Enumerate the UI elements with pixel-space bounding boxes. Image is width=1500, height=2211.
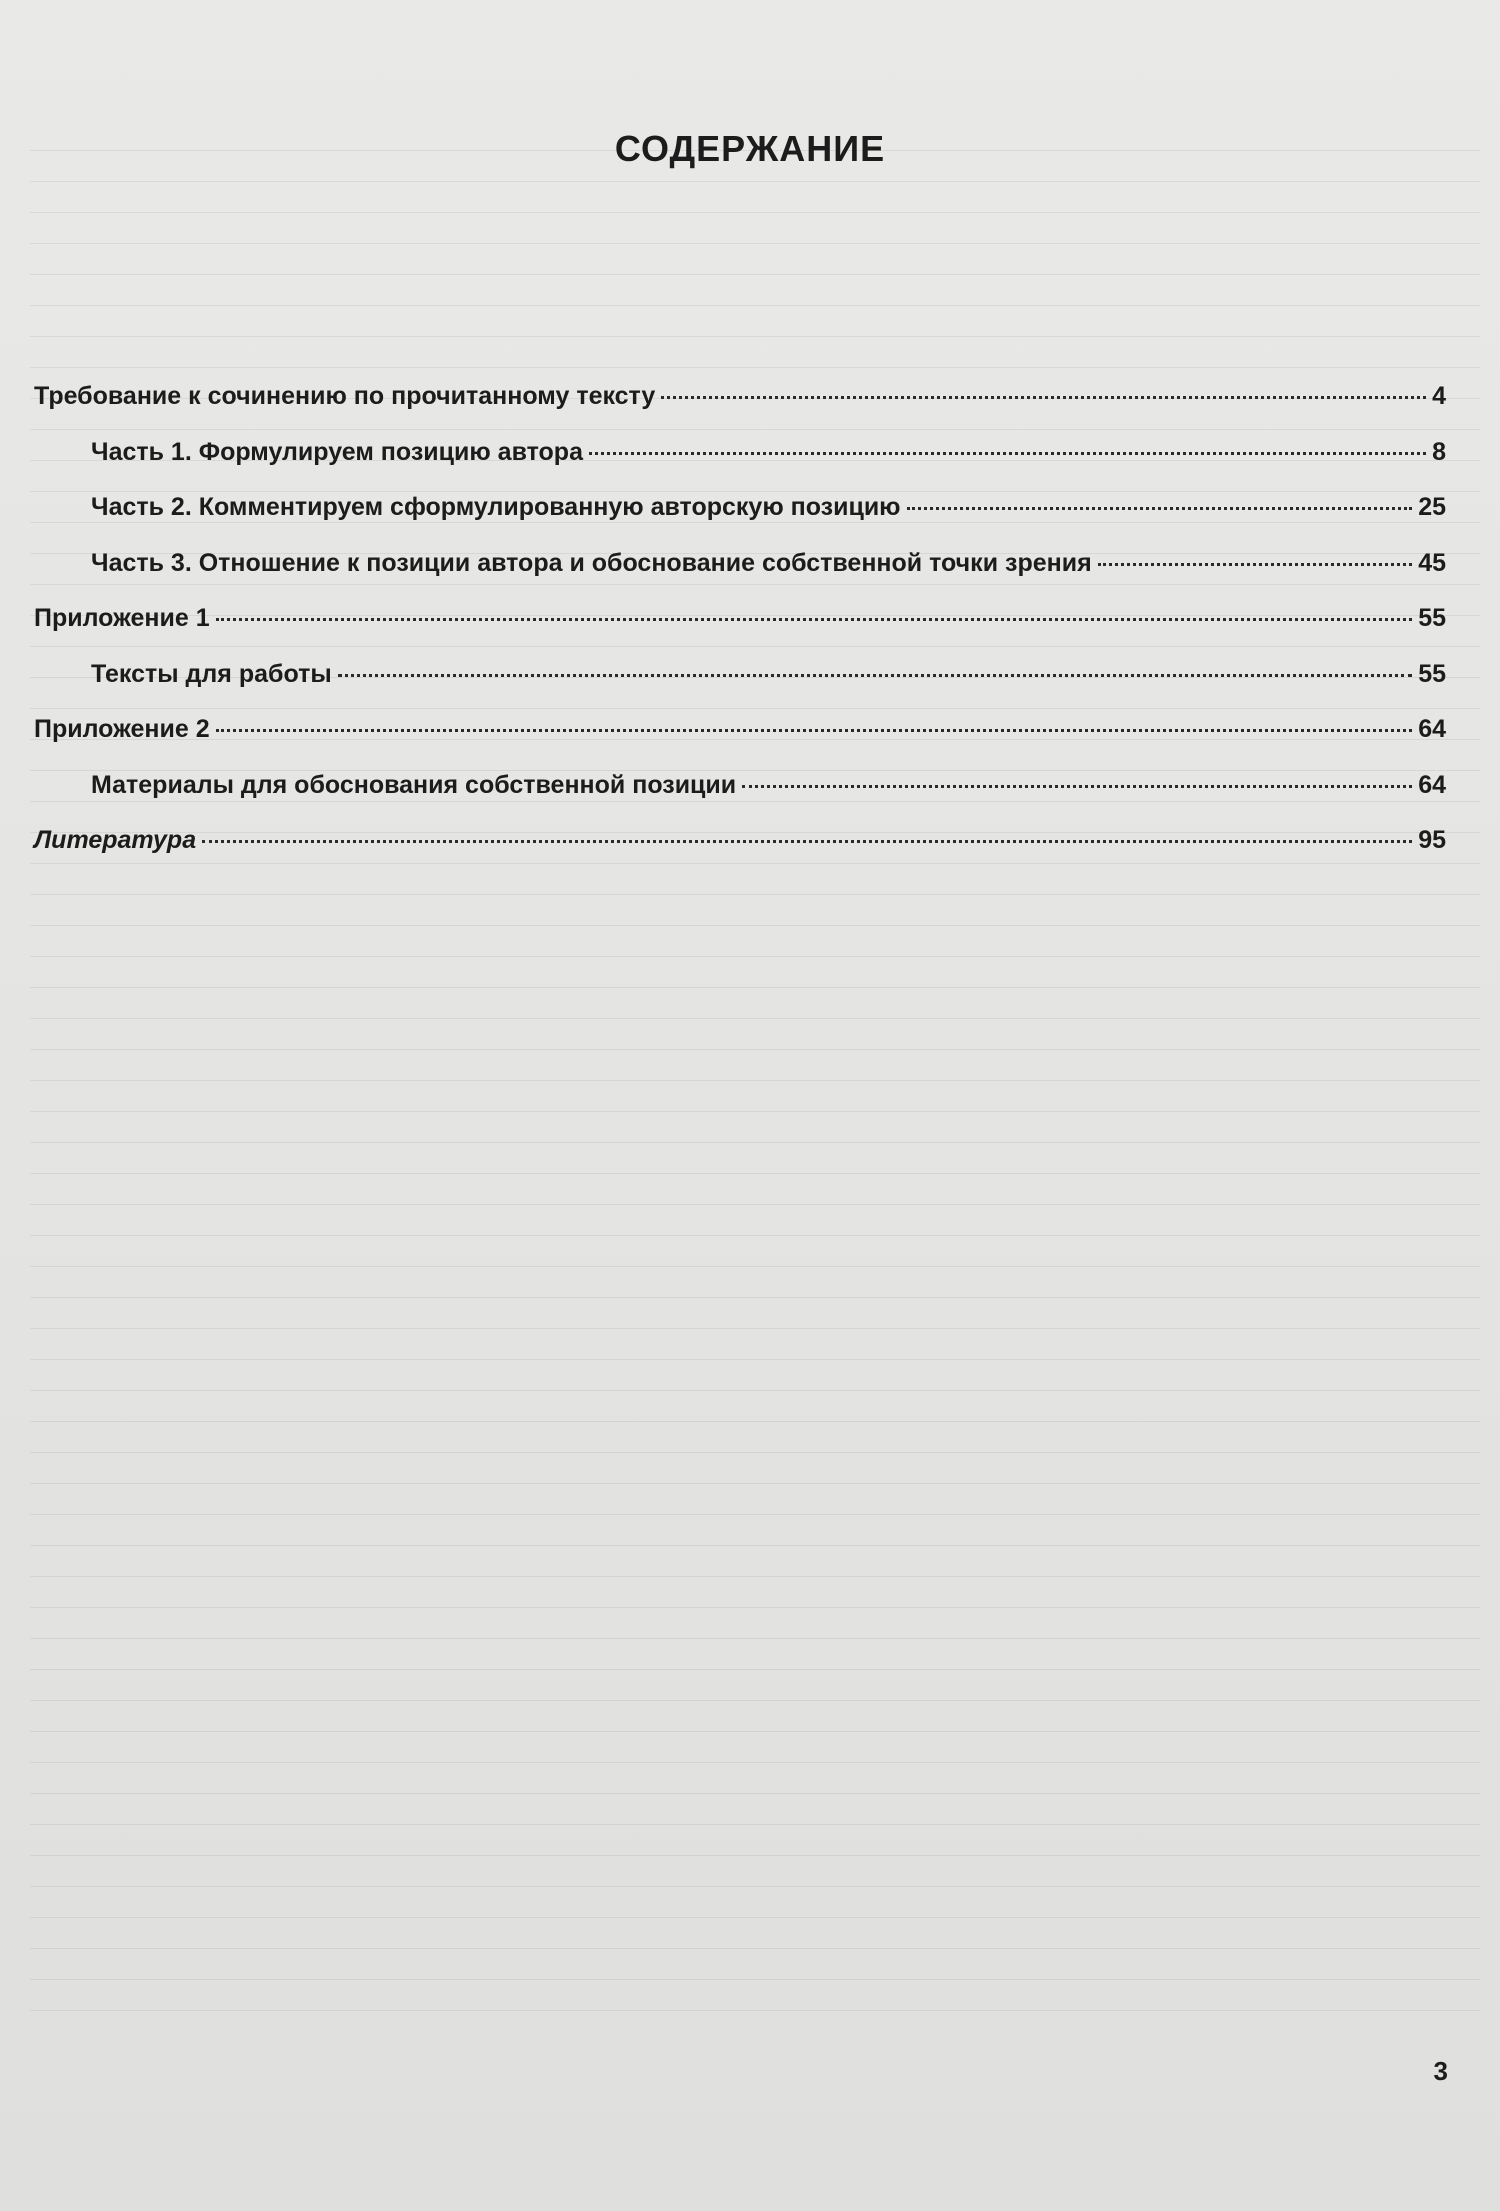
page-title: СОДЕРЖАНИЕ — [614, 128, 886, 169]
toc-entry[interactable] — [34, 493, 1446, 549]
toc-entry[interactable] — [34, 826, 1446, 882]
toc-entry-label: Литература — [34, 826, 197, 854]
toc-leader-dots — [338, 674, 1412, 677]
toc-leader-dots — [742, 785, 1412, 788]
toc-leader-dots — [216, 729, 1413, 732]
toc-entry[interactable] — [34, 715, 1446, 771]
toc-entry[interactable] — [34, 382, 1446, 438]
toc-leader-dots — [589, 452, 1426, 455]
toc-entry-page: 95 — [1418, 826, 1446, 854]
page-number: 3 — [1433, 2056, 1448, 2086]
toc-leader-dots — [202, 840, 1412, 843]
toc-entry-page: 55 — [1418, 659, 1446, 688]
table-of-contents — [34, 382, 1446, 882]
toc-entry-label: Часть 1. Формулируем позицию автора — [91, 437, 583, 466]
toc-entry-label: Часть 2. Комментируем сформулированную авторскую позицию — [91, 493, 901, 521]
toc-entry[interactable] — [34, 660, 1446, 716]
toc-entry-page: 55 — [1418, 604, 1446, 632]
toc-entry-label: Приложение 1 — [34, 604, 210, 632]
toc-entry-label: Требование к сочинению по прочитанному тексту — [34, 382, 656, 410]
toc-entry-label: Материалы для обоснования собственной позиции — [91, 770, 737, 799]
toc-leader-dots — [1098, 563, 1413, 566]
toc-entry-label: Тексты для работы — [91, 659, 332, 688]
toc-entry-page: 8 — [1432, 437, 1446, 466]
toc-leader-dots — [661, 396, 1426, 399]
toc-leader-dots — [216, 618, 1413, 621]
toc-entry-page: 45 — [1418, 548, 1446, 577]
toc-entry[interactable] — [34, 604, 1446, 660]
toc-entry-page: 4 — [1432, 382, 1446, 410]
toc-entry[interactable] — [34, 771, 1446, 827]
toc-leader-dots — [907, 507, 1413, 510]
toc-entry-page: 64 — [1418, 770, 1446, 799]
toc-entry-page: 64 — [1418, 715, 1446, 743]
toc-entry-page: 25 — [1418, 493, 1446, 521]
toc-entry-label: Приложение 2 — [34, 715, 210, 743]
toc-entry[interactable] — [34, 549, 1446, 605]
toc-entry[interactable] — [34, 438, 1446, 494]
toc-entry-label: Часть 3. Отношение к позиции автора и обоснование собственной точки зрения — [91, 548, 1092, 577]
